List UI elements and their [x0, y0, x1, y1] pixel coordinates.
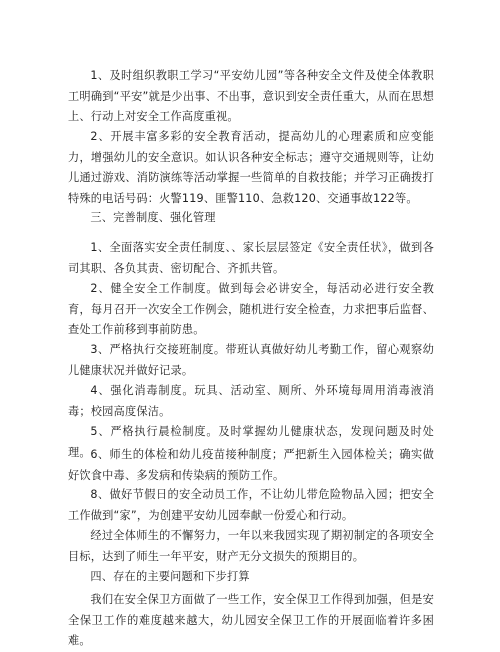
- paragraph-summary: 经过全体师生的不懈努力，一年以来我园实现了期初制定的各项安全目标，达到了师生一年平安，财产无分文损失的预期目的。: [68, 529, 434, 563]
- paragraph-responsibility: 1、全面落实安全责任制度、、家长层层签定《安全责任状》，做到各司其职、各负其责、密切配合、齐抓共管。: [68, 241, 434, 275]
- section-heading-4: 四、存在的主要问题和下步打算: [90, 570, 250, 583]
- paragraph-disinfection: 4、强化消毒制度。玩具、活动室、厕所、外环境每周用消毒液消毒；校园高度保洁。: [68, 384, 434, 418]
- paragraph-safety-study: 1、及时组织教职工学习“平安幼儿园”等各种安全文件及使全体教职工明确到“平安”就是少出事、不出事，意识到安全责任重大，从而在思想上、行动上对安全工作高度重视。: [68, 69, 434, 123]
- paragraph-health-check: 6、师生的体检和幼儿疫苗接种制度；严把新生入园体检关；确实做好饮食中毒、多发病和传染病的预防工作。: [68, 448, 434, 482]
- section-heading-3: 三、完善制度、强化管理: [90, 211, 216, 224]
- paragraph-safety-education: 2、开展丰富多彩的安全教育活动，提高幼儿的心理素质和应变能力，增强幼儿的安全意识。如认识各种安全标志；遵守交通规则等，让幼儿通过游戏、消防演练等活动掌握一些简单的自救技能；并学习正确拨打特殊的电话号码：火警119、匪警110、急救120、交通事故122等。: [68, 130, 434, 205]
- paragraph-holiday-safety: 8、做好节假日的安全动员工作，不让幼儿带危险物品入园；把安全工作做到“家”，为创建平安幼儿园奉献一份爱心和行动。: [68, 488, 434, 522]
- paragraph-morning-check: 5、严格执行晨检制度。及时掌握幼儿健康状态，发现问题及时处理。: [68, 425, 434, 459]
- paragraph-work-system: 2、健全安全工作制度。做到每会必讲安全，每活动必进行安全教育，每月召开一次安全工作例会，随机进行安全检查，力求把事后监督、查处工作前移到事前防患。: [68, 282, 434, 336]
- paragraph-shift-handover: 3、严格执行交接班制度。带班认真做好幼儿考勤工作，留心观察幼儿健康状况并做好记录。: [68, 343, 434, 377]
- paragraph-problems: 我们在安全保卫方面做了一些工作，安全保卫工作得到加强，但是安全保卫工作的难度越来越大，幼儿园安全保卫工作的开展面临着许多困难。: [68, 593, 434, 647]
